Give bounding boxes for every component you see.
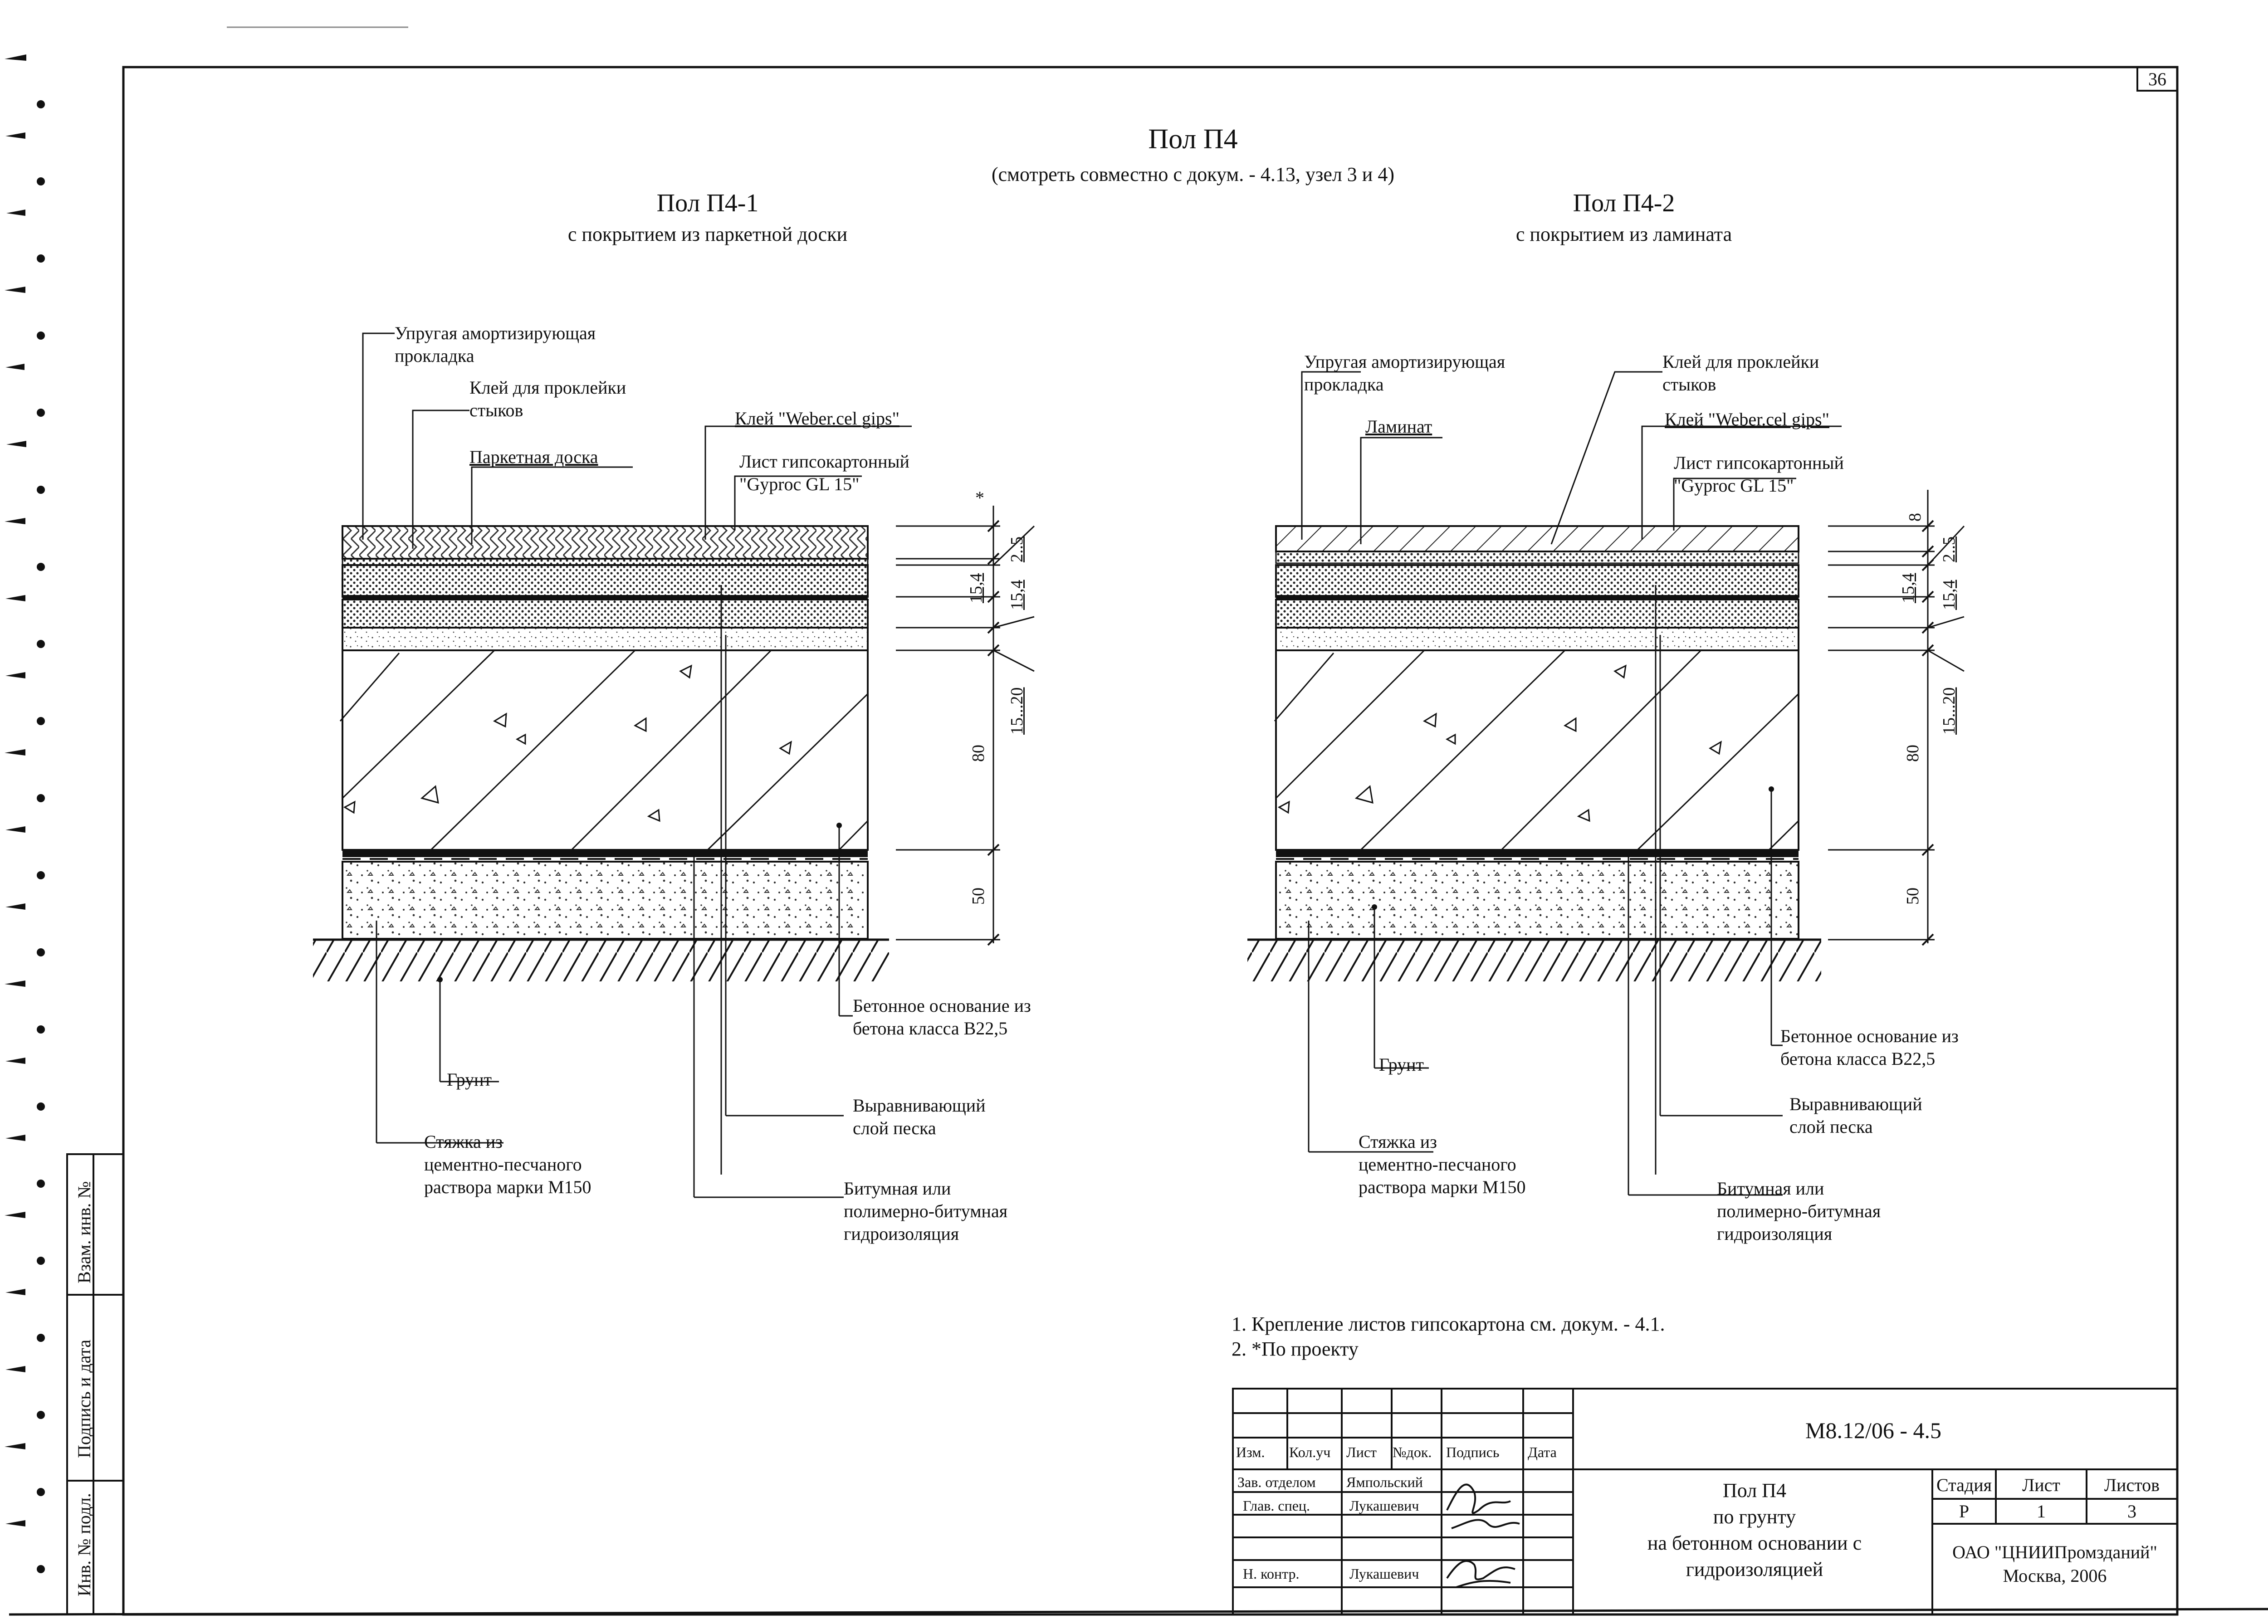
right-dim-50: 50 [1903,888,1922,905]
note-2: 2. *По проекту [1232,1338,1359,1360]
right-dim-15-4a: 15,4 [1899,573,1918,603]
right-dim-80: 80 [1903,745,1922,762]
tb-doc-title-1: Пол П4 [1723,1479,1786,1502]
left-label-screed-2: цементно-песчаного [424,1154,582,1175]
tb-role-3: Н. контр. [1243,1565,1300,1582]
right-label-sand-1: Выравнивающий [1789,1094,1922,1114]
right-label-screed-2: цементно-песчаного [1359,1154,1516,1175]
right-label-sand-2: слой песка [1789,1117,1873,1137]
doc-code: М8.12/06 - 4.5 [1805,1418,1941,1443]
left-label-concrete-2: бетона класса В22,5 [853,1018,1008,1039]
left-label-bitumen-3: гидроизоляция [844,1224,959,1244]
left-label-pad-2: прокладка [395,346,474,366]
left-dim-top: * [975,488,984,508]
right-label-concrete-1: Бетонное основание из [1780,1026,1959,1046]
tb-role-2: Глав. спец. [1243,1497,1310,1514]
right-label-bitumen-1: Битумная или [1717,1178,1824,1199]
left-label-sand-2: слой песка [853,1118,936,1138]
left-label-bitumen-1: Битумная или [844,1178,951,1199]
stamp-inv: Инв. № подл. [74,1493,94,1596]
stamp-vzam: Взам. инв. № [74,1181,94,1283]
left-dim-15-20: 15...20 [1007,687,1026,735]
left-dim-80: 80 [969,745,988,762]
tb-name-1: Ямпольский [1346,1474,1423,1490]
right-title: Пол П4-2 [1573,189,1675,217]
right-label-soil: Грунт [1379,1054,1424,1075]
right-label-glue-2: стыков [1662,374,1716,395]
tb-name-2: Лукашевич [1349,1497,1419,1514]
tb-header-kol: Кол.уч [1289,1444,1331,1460]
right-section [1247,372,1964,1195]
right-label-weber: Клей "Weber.cel gips" [1665,409,1829,429]
tb-org-2: Москва, 2006 [2003,1565,2107,1586]
right-label-screed-3: раствора марки М150 [1359,1177,1526,1197]
left-label-screed-3: раствора марки М150 [424,1177,591,1197]
tb-header-list: Лист [1346,1444,1377,1460]
note-1: 1. Крепление листов гипсокартона см. докум. - 4.1. [1232,1313,1665,1335]
tb-stage-header: Стадия [1936,1475,1992,1495]
left-label-parquet: Паркетная доска [469,447,598,467]
tb-doc-title-3: на бетонном основании с [1647,1532,1862,1554]
signatures [1447,1484,1520,1587]
tb-sheet-header: Лист [2022,1475,2060,1495]
left-dim-15-4a: 15,4 [967,573,986,603]
right-dim-top: 8 [1906,513,1925,522]
tb-sheets: 3 [2127,1501,2136,1522]
stamp-podpis: Подпись и дата [74,1339,94,1458]
left-label-gypsum-1: Лист гипсокартонный [739,451,909,472]
left-dim-15-4b: 15,4 [1007,580,1026,610]
right-label-pad-1: Упругая амортизирующая [1304,351,1505,372]
left-label-screed-1: Стяжка из [424,1131,503,1152]
left-label-glue-1: Клей для проклейки [469,377,626,398]
sheet-frame [123,67,2177,1614]
right-dim-2-5: 2..5 [1940,536,1959,562]
right-dim-15-20: 15...20 [1940,687,1959,735]
right-dim-15-4b: 15,4 [1940,580,1959,610]
tb-header-ndok: №док. [1393,1444,1432,1460]
tb-role-1: Зав. отделом [1237,1474,1316,1490]
page-title: Пол П4 [1148,124,1238,155]
right-label-gypsum-2: "Gyproc GL 15" [1674,475,1794,496]
right-label-pad-2: прокладка [1304,374,1384,395]
left-section [313,333,1034,1197]
tb-header-izm: Изм. [1236,1444,1265,1460]
left-label-weber: Клей "Weber.cel gips" [735,408,899,429]
right-label-bitumen-2: полимерно-битумная [1717,1201,1881,1221]
right-label-concrete-2: бетона класса В22,5 [1780,1049,1936,1069]
right-label-screed-1: Стяжка из [1359,1131,1437,1152]
tb-doc-title-2: по грунту [1713,1506,1796,1528]
left-label-pad-1: Упругая амортизирующая [395,323,596,343]
left-label-gypsum-2: "Gyproc GL 15" [739,474,860,494]
left-dim-50: 50 [969,888,988,905]
left-label-glue-2: стыков [469,400,523,420]
sheet-number: 36 [2148,69,2166,89]
tb-header-data: Дата [1528,1444,1557,1460]
left-dim-2-5: 2..5 [1007,536,1026,562]
tb-sheets-header: Листов [2104,1475,2160,1495]
left-label-bitumen-2: полимерно-битумная [844,1201,1008,1221]
right-label-glue-1: Клей для проклейки [1662,351,1819,372]
right-label-gypsum-1: Лист гипсокартонный [1674,453,1844,473]
left-subtitle: с покрытием из паркетной доски [567,223,848,245]
left-label-sand-1: Выравнивающий [853,1095,986,1116]
left-label-concrete-1: Бетонное основание из [853,995,1031,1016]
tb-name-3: Лукашевич [1349,1565,1419,1582]
tb-doc-title-4: гидроизоляцией [1686,1558,1823,1580]
tb-stage: Р [1959,1501,1970,1522]
right-label-laminate: Ламинат [1365,416,1432,437]
page-subtitle: (смотреть совместно с докум. - 4.13, узел 3 и 4) [991,163,1394,185]
binder-marks [5,54,45,1573]
tb-sheet: 1 [2037,1501,2046,1522]
tb-header-podpis: Подпись [1446,1444,1500,1460]
right-subtitle: с покрытием из ламината [1515,223,1732,245]
tb-org-1: ОАО "ЦНИИПромзданий" [1952,1542,2157,1562]
left-label-soil: Грунт [447,1069,492,1090]
right-label-bitumen-3: гидроизоляция [1717,1224,1833,1244]
left-title: Пол П4-1 [656,189,759,217]
